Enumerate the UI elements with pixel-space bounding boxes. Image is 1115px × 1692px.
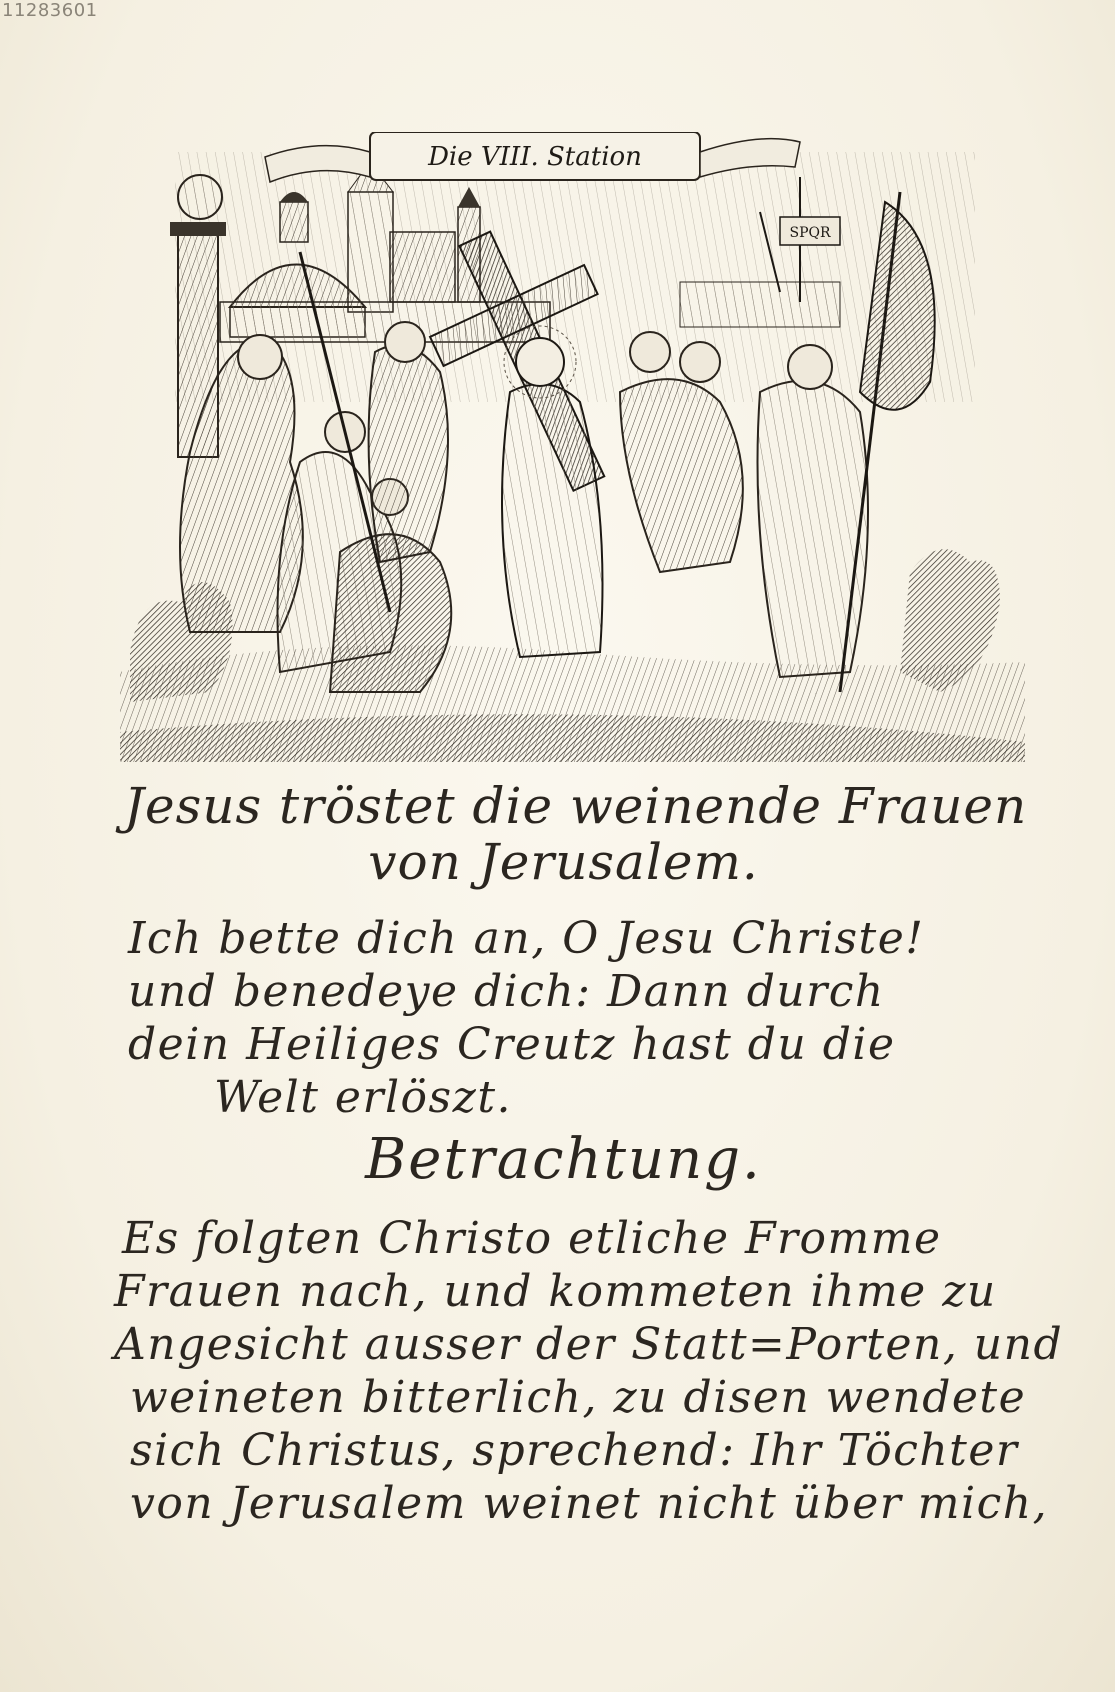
meditation-line: Frauen nach, und kommeten ihme zu [114,1266,997,1317]
meditation-heading: Betrachtung. [365,1127,762,1192]
prayer-block [96,912,1031,1124]
meditation-line: sich Christus, sprechend: Ihr Töchter [130,1425,1019,1476]
meditation-heading-block [96,1128,1031,1192]
meditation-line: Es folgten Christo etliche Fromme [122,1213,942,1264]
prayer-line: und benedeye dich: Dann durch [128,966,885,1017]
spqr-flag-text: SPQR [789,225,831,241]
title-block [96,778,1031,890]
title-line-2: von Jerusalem. [368,833,759,891]
prayer-line: dein Heiliges Creutz hast du die [128,1019,896,1070]
meditation-line: weineten bitterlich, zu disen wendete [130,1372,1027,1423]
engraving-illustration [120,132,1025,762]
title-line-1: Jesus tröstet die weinende Frauen [124,777,1028,835]
prayer-line: Welt erlöszt. [214,1072,512,1123]
meditation-block [96,1212,1064,1530]
meditation-line: von Jerusalem weinet nicht über mich, [130,1478,1049,1529]
catalog-id: 11283601 [2,0,98,21]
station-banner-text: Die VIII. Station [428,142,642,172]
engraving-svg [120,132,1025,762]
prayer-line: Ich bette dich an, O Jesu Christe! [128,913,925,964]
meditation-line: Angesicht ausser der Statt=Porten, und [114,1319,1064,1370]
